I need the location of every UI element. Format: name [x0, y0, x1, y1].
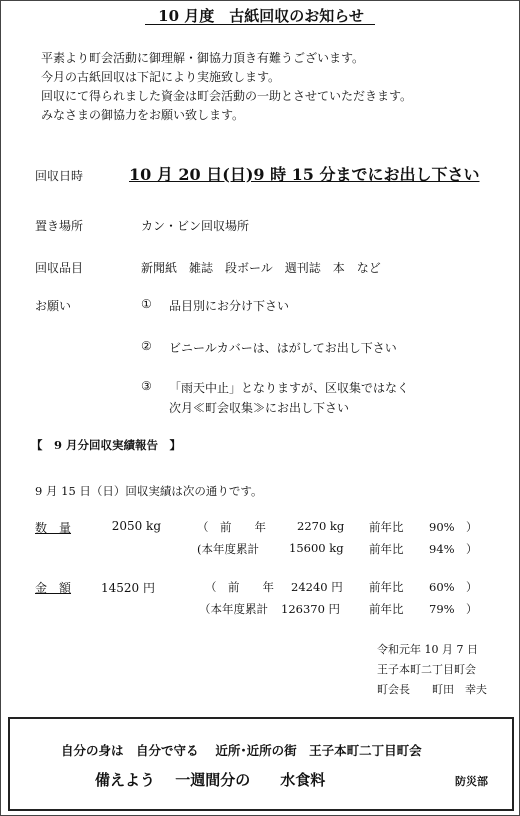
quantity-main: [35, 519, 161, 536]
request-2-mark: ②: [141, 339, 152, 353]
title-underline: [145, 24, 375, 25]
quantity-cum-ratio-label: 前年比: [369, 542, 404, 556]
request-3-mark: ③: [141, 379, 152, 393]
quantity-prev-value: 2270 kg: [297, 519, 345, 533]
organization-name: 王子本町二丁目町会: [377, 663, 476, 676]
items-value: 新聞紙 雑誌 段ボール 週刊誌 本 など: [141, 261, 381, 275]
issue-date: 令和元年 10 月 7 日: [377, 643, 478, 656]
report-summary: 9 月 15 日（日）回収実績は次の通りです。: [35, 484, 263, 498]
place-label: 置き場所: [35, 219, 84, 233]
page-title: 10 月度 古紙回収のお知らせ: [158, 7, 364, 25]
collection-date: 10 月 20 日(日)9 時 15 分までにお出し下さい: [129, 165, 480, 184]
footer-slogan-2: 備えよう 一週間分の 水食料: [95, 771, 326, 789]
amount-value: 14520 円: [101, 581, 155, 595]
intro-line-4: みなさまの御協力をお願い致します。: [41, 108, 245, 122]
footer-slogan-1: 自分の身は 自分で守る 近所･近所の街 王子本町二丁目町会: [61, 743, 422, 758]
quantity-cum-value: 15600 kg: [289, 541, 344, 555]
request-1-mark: ①: [141, 297, 152, 311]
quantity-value: 2050 kg: [111, 519, 161, 533]
quantity-prev-label: （ 前 年: [197, 520, 266, 534]
amount-cum-ratio: 79% ）: [429, 602, 478, 616]
quantity-prev-ratio-label: 前年比: [369, 520, 404, 534]
intro-line-3: 回収にて得られました資金は町会活動の一助とさせていただきます。: [41, 89, 413, 103]
request-3-text: 「雨天中止」となりますが、区収集ではなく: [169, 381, 410, 395]
amount-cum-label: （本年度累計: [199, 602, 268, 616]
amount-main: [35, 579, 155, 596]
items-label: 回収品目: [35, 261, 84, 275]
report-heading: 【 9 月分回収実績報告 】: [31, 438, 182, 452]
place-value: カン・ビン回収場所: [141, 219, 250, 233]
chairperson: 町会長 町田 幸夫: [377, 683, 487, 696]
footer-department: 防災部: [455, 775, 488, 788]
date-label: 回収日時: [35, 169, 84, 183]
amount-label: 金 額: [35, 581, 72, 595]
request-2-text: ビニールカバーは、はがしてお出し下さい: [169, 341, 397, 355]
quantity-label: 数 量: [35, 521, 72, 535]
amount-cum-ratio-label: 前年比: [369, 602, 404, 616]
amount-prev-ratio: 60% ）: [429, 580, 478, 594]
amount-prev-label: （ 前 年: [205, 580, 274, 594]
quantity-prev-ratio: 90% ）: [429, 520, 478, 534]
requests-label: お願い: [35, 299, 72, 313]
quantity-cum-label: (本年度累計: [197, 542, 259, 556]
request-1-text: 品目別にお分け下さい: [169, 299, 290, 313]
amount-prev-value: 24240 円: [291, 580, 343, 594]
intro-line-2: 今月の古紙回収は下記により実施致します。: [41, 70, 281, 84]
amount-prev-ratio-label: 前年比: [369, 580, 404, 594]
amount-cum-value: 126370 円: [281, 602, 341, 616]
intro-line-1: 平素より町会活動に御理解・御協力頂き有難うございます。: [41, 51, 365, 65]
request-3-cont: 次月≪町会収集≫にお出し下さい: [169, 401, 350, 415]
disaster-prevention-box: [8, 717, 514, 811]
quantity-cum-ratio: 94% ）: [429, 542, 478, 556]
